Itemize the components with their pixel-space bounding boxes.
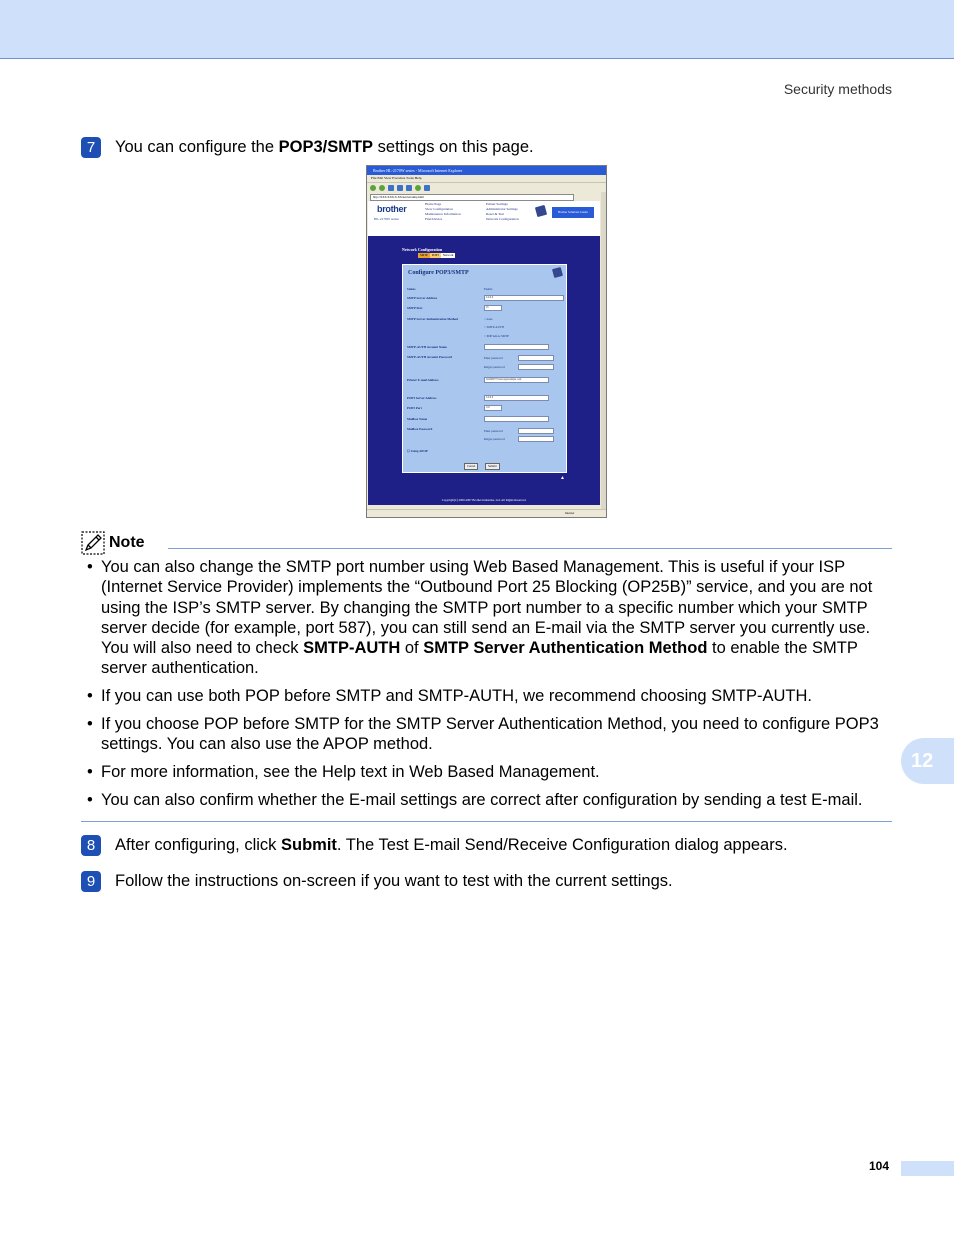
section-title: Security methods bbox=[783, 81, 892, 97]
label-enter-password: Enter password bbox=[484, 356, 503, 360]
nav-network-config: Network Configuration bbox=[486, 217, 519, 221]
label-pop3-server: POP3 Server Address bbox=[407, 396, 437, 400]
label-auth-method: SMTP Server Authentication Method bbox=[407, 317, 458, 321]
forward-icon bbox=[379, 185, 385, 191]
step-8 bbox=[81, 835, 788, 856]
nav-home: Home Page bbox=[425, 202, 442, 206]
note-label: Note bbox=[109, 534, 145, 551]
brother-logo: brother bbox=[377, 204, 407, 214]
label-status: Status bbox=[407, 287, 416, 291]
browser-screenshot bbox=[366, 165, 607, 518]
pop3-port-input: 110 bbox=[484, 405, 502, 411]
tab-network: Network bbox=[442, 253, 454, 257]
label-printer-email: Printer E-mail Address bbox=[407, 378, 439, 382]
auth-retype-input bbox=[518, 364, 554, 370]
refresh-icon bbox=[397, 185, 403, 191]
help-book-icon bbox=[535, 205, 547, 217]
auth-password-input bbox=[518, 355, 554, 361]
nav-admin-settings: Administrator Settings bbox=[486, 207, 518, 211]
address-row bbox=[367, 193, 606, 201]
nav-left bbox=[425, 202, 461, 222]
nav-printer-settings: Printer Settings bbox=[486, 202, 508, 206]
status-zone: Internet bbox=[565, 511, 575, 515]
copyright: Copyright(C) 2000-2007 Brother Industries, Ltd. All Rights Reserved. bbox=[441, 498, 527, 502]
stop-icon bbox=[388, 185, 394, 191]
label-auth-password: SMTP-AUTH Account Password bbox=[407, 355, 452, 359]
note-divider bbox=[168, 548, 892, 549]
window-title: Brother HL-2170W series - Microsoft Internet Explorer bbox=[367, 166, 606, 175]
step-number: 7 bbox=[81, 137, 101, 158]
status-bar bbox=[367, 509, 606, 517]
nav-find-device: Find Device bbox=[425, 217, 443, 221]
radio-pop-before-smtp: ○ POP before SMTP bbox=[484, 334, 509, 338]
label-mailbox-name: Mailbox Name bbox=[407, 417, 428, 421]
label-smtp-port: SMTP Port bbox=[407, 306, 423, 310]
chapter-tab: 12 bbox=[901, 738, 954, 784]
nav-view-config: View Configuration bbox=[425, 207, 453, 211]
tab-pop3: POP3 bbox=[431, 253, 439, 257]
cancel-button: Cancel bbox=[464, 463, 478, 470]
back-icon bbox=[370, 185, 376, 191]
note-item: • You can also change the SMTP port number using Web Based Management. This is useful if your ISP (Internet Service Provider) implements the “Outbound Port 25 Blocking (OP25B)” service, and you are not using the ISP’s SMTP server. By changing the SMTP port number to a specific number which your SMTP server decide (for example, port 587), you can still send an E-mail via the SMTP server you currently use. You will also need to check SMTP-AUTH of SMTP Server Authentication Method to enable the SMTP server authentication. bbox=[87, 558, 873, 678]
note-item: • If you choose POP before SMTP for the SMTP Server Authentication Method, you need to configure POP3 settings. You can also use the APOP method. bbox=[87, 715, 879, 754]
label-enter-password-2: Enter password bbox=[484, 429, 503, 433]
search-icon bbox=[415, 185, 421, 191]
note-pencil-icon bbox=[81, 531, 105, 555]
network-config-heading: Network Configuration bbox=[402, 247, 443, 252]
note-item: • If you can use both POP before SMTP and SMTP-AUTH, we recommend choosing SMTP-AUTH. bbox=[87, 687, 812, 706]
pop3-server-input: 0.0.0.0 bbox=[484, 395, 549, 401]
step-7 bbox=[81, 137, 534, 158]
nav-reset-test: Reset & Test bbox=[486, 212, 504, 216]
printer-email-input: brn000077xxxxxx@example.com bbox=[484, 377, 549, 383]
tab-smtp: SMTP bbox=[420, 253, 428, 257]
scroll-top-icon: ▲ bbox=[560, 476, 565, 481]
label-pop3-port: POP3 Port bbox=[407, 406, 422, 410]
radio-smtp-auth: ○ SMTP-AUTH bbox=[484, 325, 504, 329]
note-header bbox=[81, 531, 145, 555]
home-icon bbox=[406, 185, 412, 191]
radio-none: ○ none bbox=[484, 317, 493, 321]
page-number-bar bbox=[901, 1161, 954, 1176]
config-panel bbox=[402, 264, 567, 473]
favorites-icon bbox=[424, 185, 430, 191]
page-body bbox=[368, 236, 600, 505]
nav-maintenance: Maintenance Information bbox=[425, 212, 461, 216]
menu-bar: File Edit View Favorites Tools Help bbox=[371, 176, 422, 180]
step-number: 9 bbox=[81, 871, 101, 892]
label-retype-password: Retype password bbox=[484, 365, 505, 369]
browser-toolbar bbox=[367, 182, 606, 193]
auth-name-input bbox=[484, 344, 549, 350]
step-text: Follow the instructions on-screen if you want to test with the current settings. bbox=[115, 872, 673, 890]
smtp-server-input: 0.0.0.0 bbox=[484, 295, 564, 301]
panel-title: Configure POP3/SMTP bbox=[408, 270, 469, 276]
model-name: HL-2170W series bbox=[374, 217, 399, 221]
mailbox-password-input bbox=[518, 428, 554, 434]
address-input: http://XXX.XXX.X.XX/net/net/smtp.html bbox=[370, 194, 574, 201]
note-item: • You can also confirm whether the E-mail settings are correct after configuration by sending a test E-mail. bbox=[87, 790, 863, 809]
step-text: After configuring, click Submit. The Test E-mail Send/Receive Configuration dialog appears. bbox=[115, 836, 788, 854]
help-icon bbox=[552, 267, 563, 278]
scrollbar bbox=[601, 192, 606, 510]
note-list bbox=[87, 557, 893, 818]
label-mailbox-password: Mailbox Password bbox=[407, 427, 433, 431]
step-text: You can configure the POP3/SMTP settings on this page. bbox=[115, 138, 534, 156]
nav-right bbox=[486, 202, 519, 222]
submit-button: Submit bbox=[485, 463, 500, 470]
note-item: • For more information, see the Help text in Web Based Management. bbox=[87, 763, 600, 782]
label-retype-password-2: Retype password bbox=[484, 437, 505, 441]
mailbox-name-input bbox=[484, 416, 549, 422]
tab-bar bbox=[418, 253, 455, 258]
smtp-port-input: 25 bbox=[484, 305, 502, 311]
mailbox-retype-input bbox=[518, 436, 554, 442]
apop-checkbox: ☐ Using APOP bbox=[407, 449, 428, 453]
page-number: 104 bbox=[869, 1159, 890, 1173]
label-smtp-server: SMTP Server Address bbox=[407, 296, 438, 300]
step-9 bbox=[81, 871, 673, 892]
page-header bbox=[368, 201, 600, 236]
value-status: Enable bbox=[484, 287, 493, 291]
note-bottom-divider bbox=[81, 821, 892, 822]
label-auth-name: SMTP-AUTH Account Name bbox=[407, 345, 447, 349]
solutions-center-button: Brother Solutions Center bbox=[552, 207, 594, 218]
step-number: 8 bbox=[81, 835, 101, 856]
header-band bbox=[0, 0, 954, 59]
